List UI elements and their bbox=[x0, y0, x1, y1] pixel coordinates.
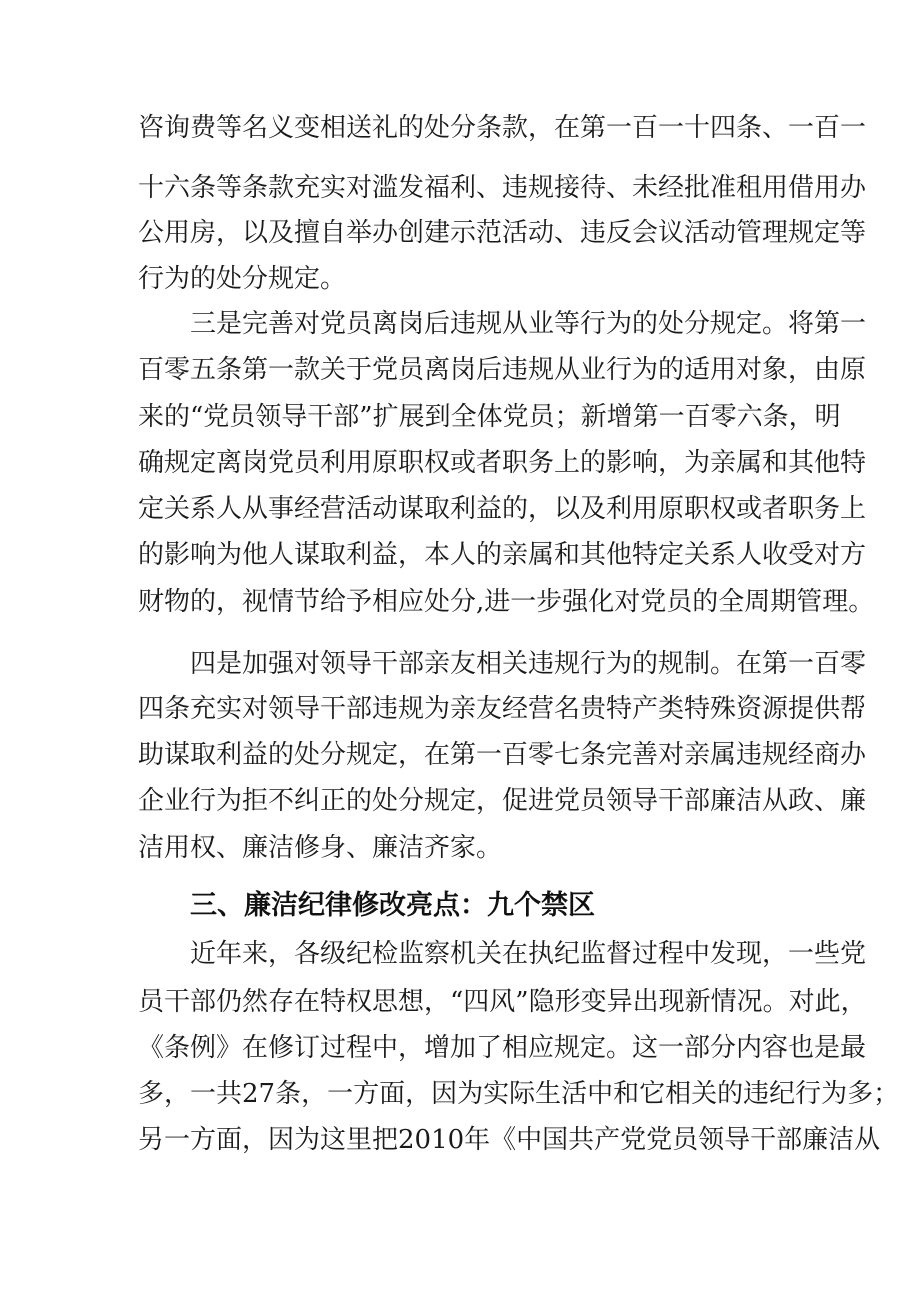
section-heading: 三、廉洁纪律修改亮点：九个禁区 bbox=[190, 890, 595, 921]
paragraph-line: 公用房，以及擅自举办创建示范活动、违反会议活动管理规定等 bbox=[138, 218, 867, 248]
paragraph-line: 百零五条第一款关于党员离岗后违规从业行为的适用对象，由原 bbox=[138, 355, 867, 385]
paragraph-line: 咨询费等名义变相送礼的处分条款，在第一百一十四条、一百一 bbox=[138, 113, 867, 143]
paragraph-line: 来的“党员领导干部”扩展到全体党员；新增第一百零六条，明 bbox=[138, 402, 841, 432]
paragraph-line: 员干部仍然存在特权思想，“四风”隐形变异出现新情况。对此， bbox=[138, 987, 867, 1017]
paragraph-line: 行为的处分规定。 bbox=[138, 264, 347, 294]
paragraph-line: 十六条等条款充实对滥发福利、违规接待、未经批准租用借用办 bbox=[138, 173, 867, 203]
paragraph-line: 另一方面，因为这里把2010年《中国共产党党员领导干部廉洁从 bbox=[138, 1125, 881, 1155]
paragraph-line: 四是加强对领导干部亲友相关违规行为的规制。在第一百零 bbox=[190, 649, 867, 679]
paragraph-line: 定关系人从事经营活动谋取利益的，以及利用原职权或者职务上 bbox=[138, 494, 867, 524]
paragraph-line: 近年来，各级纪检监察机关在执纪监督过程中发现，一些党 bbox=[190, 939, 867, 969]
paragraph-line: 助谋取利益的处分规定，在第一百零七条完善对亲属违规经商办 bbox=[138, 740, 867, 770]
paragraph-line: 的影响为他人谋取利益，本人的亲属和其他特定关系人收受对方 bbox=[138, 540, 867, 570]
paragraph-line: 财物的，视情节给予相应处分,进一步强化对党员的全周期管理。 bbox=[138, 587, 875, 617]
paragraph-line: 四条充实对领导干部违规为亲友经营名贵特产类特殊资源提供帮 bbox=[138, 694, 867, 724]
paragraph-line: 《条例》在修订过程中，增加了相应规定。这一部分内容也是最 bbox=[138, 1033, 867, 1063]
paragraph-line: 洁用权、廉洁修身、廉洁齐家。 bbox=[138, 833, 503, 863]
paragraph-line: 多，一共27条，一方面，因为实际生活中和它相关的违纪行为多； bbox=[138, 1079, 900, 1109]
paragraph-line: 三是完善对党员离岗后违规从业等行为的处分规定。将第一 bbox=[190, 309, 867, 339]
paragraph-line: 确规定离岗党员利用原职权或者职务上的影响，为亲属和其他特 bbox=[138, 448, 867, 478]
paragraph-line: 企业行为拒不纠正的处分规定，促进党员领导干部廉洁从政、廉 bbox=[138, 786, 867, 816]
